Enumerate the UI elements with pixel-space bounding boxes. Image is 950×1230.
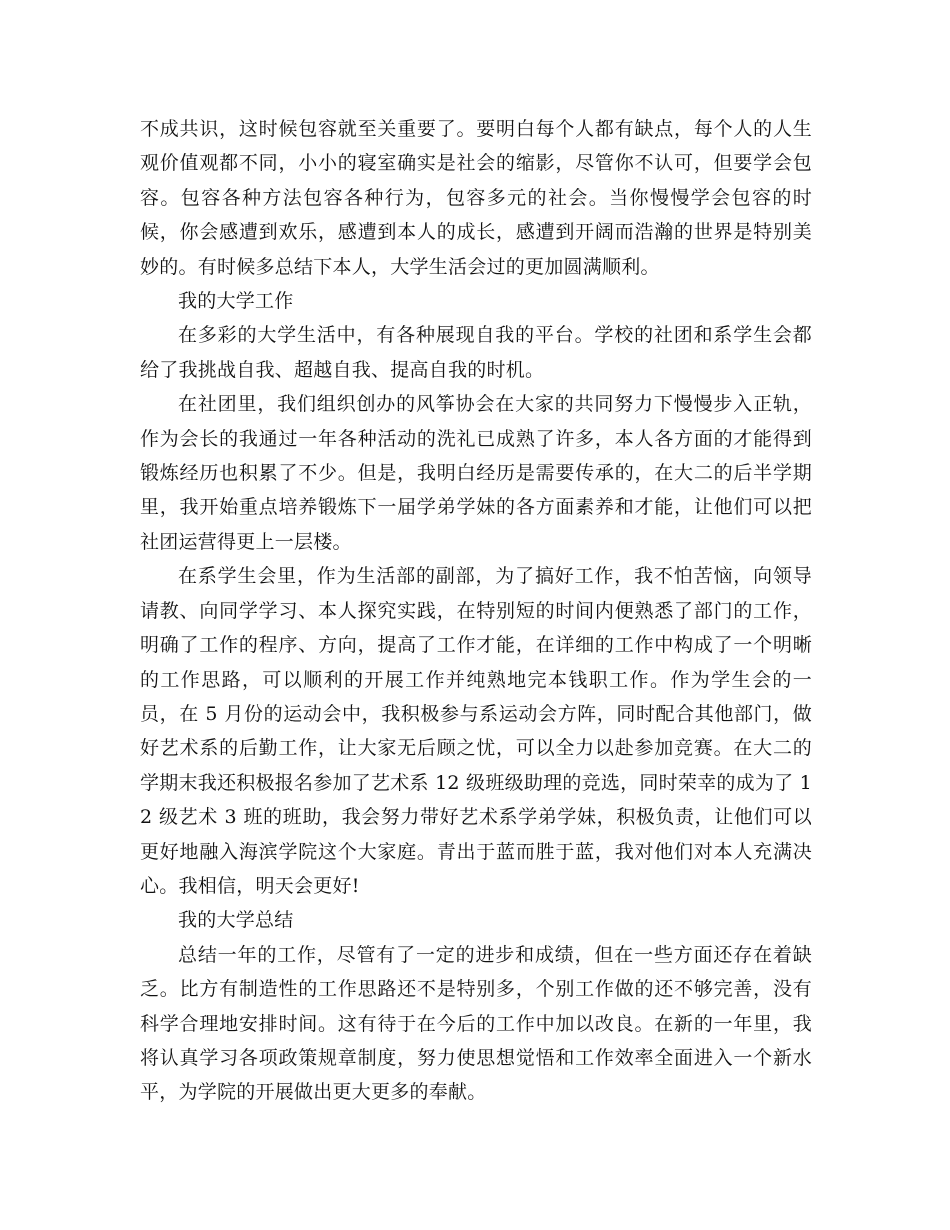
paragraph-5: 总结一年的工作，尽管有了一定的进步和成绩，但在一些方面还存在着缺乏。比方有制造性的工作思路还不是特别多，个别工作做的还不够完善，没有科学合理地安排时间。这有待于在今后的工作中加以改良。在新的一年里，我将认真学习各项政策规章制度，努力使思想觉悟和工作效率全面进入一个新水平，为学院的开展做出更大更多的奉献。 xyxy=(140,943,812,1104)
paragraph-3: 在社团里，我们组织创办的风筝协会在大家的共同努力下慢慢步入正轨，作为会长的我通过一年各种活动的洗礼已成熟了许多，本人各方面的才能得到锻炼经历也积累了不少。但是，我明白经历是需要传承的，在大二的后半学期里，我开始重点培养锻炼下一届学弟学妹的各方面素养和才能，让他们可以把社团运营得更上一层楼。 xyxy=(140,393,812,553)
section-heading-work: 我的大学工作 xyxy=(178,290,294,313)
document-page xyxy=(140,112,812,1110)
paragraph-1: 不成共识，这时候包容就至关重要了。要明白每个人都有缺点，每个人的人生观价值观都不同，小小的寝室确实是社会的缩影，尽管你不认可，但要学会包容。包容各种方法包容各种行为，包容多元的社会。当你慢慢学会包容的时候，你会感遭到欢乐，感遭到本人的成长，感遭到开阔而浩瀚的世界是特别美妙的。有时候多总结下本人，大学生活会过的更加圆满顺利。 xyxy=(140,118,812,278)
paragraph-4: 在系学生会里，作为生活部的副部，为了搞好工作，我不怕苦恼，向领导请教、向同学学习、本人探究实践，在特别短的时间内便熟悉了部门的工作，明确了工作的程序、方向，提高了工作才能，在详细的工作中构成了一个明晰的工作思路，可以顺利的开展工作并纯熟地完本钱职工作。作为学生会的一员，在 5 月份的运动会中，我积极参与系运动会方阵，同时配合其他部门，做好艺术系的后勤工作，让大家无后顾之忧，可以全力以赴参加竞赛。在大二的学期末我还积极报名参加了艺术系 12 级班级助理的竞选，同时荣幸的成为了 12 级艺术 3 班的班助，我会努力带好艺术系学弟学妹，积极负责，让他们可以更好地融入海滨学院这个大家庭。青出于蓝而胜于蓝，我对他们对本人充满决心。我相信，明天会更好! xyxy=(140,565,812,897)
paragraph-2: 在多彩的大学生活中，有各种展现自我的平台。学校的社团和系学生会都给了我挑战自我、超越自我、提高自我的时机。 xyxy=(140,324,812,381)
section-heading-summary: 我的大学总结 xyxy=(178,909,294,932)
